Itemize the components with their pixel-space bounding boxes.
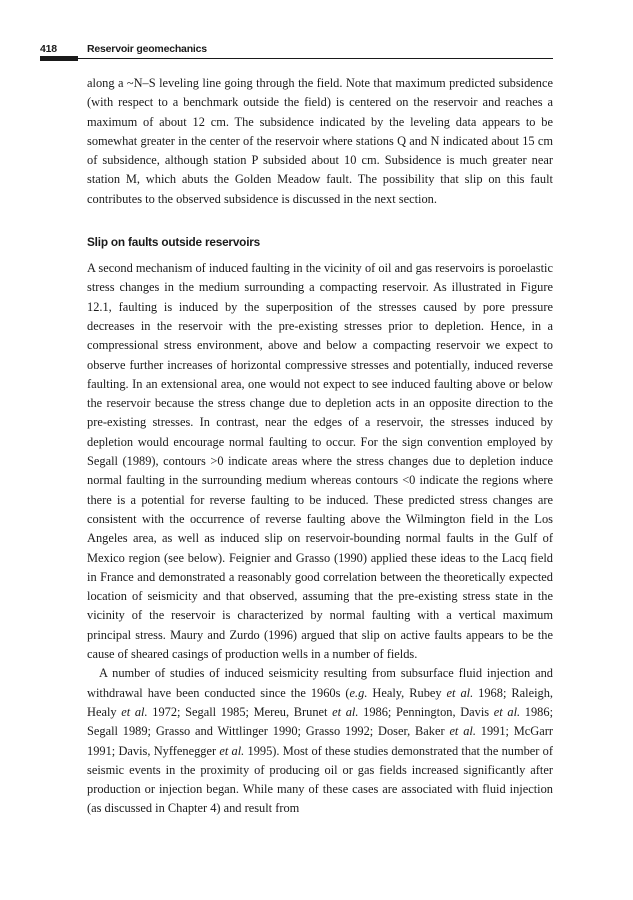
italic-et-al: et al. [493,704,521,719]
text-run: 1972; Segall 1985; Mereu, Brunet [147,704,333,719]
text-run: 1991; McGarr 1991; Davis, Nyffenegger [87,724,553,758]
paragraph-poroelastic: A second mechanism of induced faulting in the vicinity of oil and gas reservoirs is poroelastic stress changes in the medium surrounding a compacting reservoir. As illustrated in Figure 12.1, faulting is induced by the superposition of the stresses caused by pore pressure decreases in the reservoir with the pre-existing stresses prior to depletion. Hence, in a compressional stress environment, above and below a compacting reservoir we expect to observe further increases of horizontal compressive stresses and potentially, induced reverse faulting. In an extensional area, one would not expect to see induced faulting above or below the reservoir because the stress change due to depletion acts in an opposite direction to the pre-existing stresses. In contrast, near the edges of a reservoir, the stresses induced by depletion would encourage normal faulting to occur. For the sign convention employed by Segall (1989), contours >0 indicate areas where the stress changes due to depletion induce normal faulting in the surrounding medium whereas contours <0 indicate the regions where there is a potential for reverse faulting to be induced. These predicted stress changes are consistent with the occurrence of reverse faulting above the Wilmington field in the Los Angeles area, as well as induced slip on reservoir-bounding normal faults in the Gulf of Mexico region (see below). Feignier and Grasso (1990) applied these ideas to the Lacq field in France and demonstrated a reasonably good correlation between the theoretically expected location of seismicity and that observed, assuming that the pre-existing stress state in the vicinity of the reservoir is characterized by normal faulting with a vertical maximum principal stress. Maury and Zurdo (1996) argued that slip on active faults appears to be the cause of sheared casings of production wells in a number of fields. [87,261,553,662]
italic-eg: e.g. [349,685,368,700]
paragraph-induced-seismicity [87,664,553,818]
text-run: Healy, Rubey [367,685,447,700]
italic-et-al: et al. [121,704,148,719]
text-run: 1995). Most of these studies demonstrated that the number of seismic events in the proximity of producing oil or gas fields increased significantly after production or injection began. While many of these cases are associated with fluid injection (as discussed in Chapter 4) and result from [87,743,553,816]
text-run: 1968; Raleigh, Healy [87,685,553,719]
running-title: Reservoir geomechanics [87,43,207,55]
header-rule [78,58,553,59]
page-body [87,74,553,819]
running-head [40,40,553,62]
section-heading: Slip on faults outside reservoirs [87,235,261,250]
text-run: A number of studies of induced seismicity resulting from subsurface fluid injection and withdrawal have been conducted since the 1960s ( [87,666,553,700]
italic-et-al: et al. [446,685,474,700]
header-rule-thick [40,56,78,61]
text-run: 1986; Segall 1989; Grasso and Wittlinger 1990; Grasso 1992; Doser, Baker [87,704,554,739]
paragraph-subsidence: along a ~N–S leveling line going through the field. Note that maximum predicted subsidence (with respect to a benchmark outside the field) is centered on the reservoir and reaches a maximum of about 12 cm. The subsidence indicated by the leveling data appears to be somewhat greater in the center of the reservoir where stations Q and N indicated about 15 cm of subsidence, although station P subsided about 10 cm. Subsidence is much greater near station M, which abuts the Golden Meadow fault. The possibility that slip on this fault contributes to the observed subsidence is discussed in the next section. [87,76,553,206]
italic-et-al: et al. [332,704,359,719]
italic-et-al: et al. [219,743,245,758]
page-number: 418 [40,43,57,55]
italic-et-al: et al. [449,724,476,739]
text-run: 1986; Pennington, Davis [358,704,494,719]
